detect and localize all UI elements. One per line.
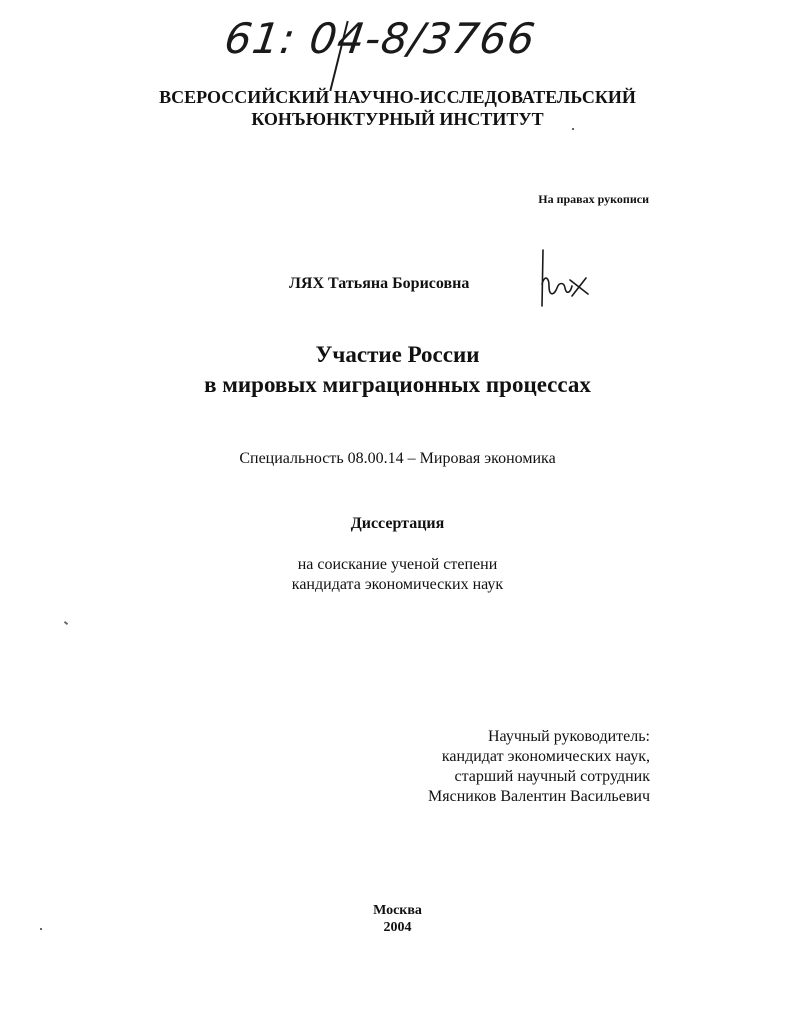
supervisor-degree: кандидат экономических наук, bbox=[441, 748, 650, 765]
degree-line-1: на соискание ученой степени bbox=[297, 556, 498, 573]
author-signature bbox=[536, 248, 592, 310]
degree-line-2: кандидата экономических наук bbox=[291, 576, 504, 593]
city: Москва bbox=[373, 903, 422, 918]
year: 2004 bbox=[383, 920, 412, 935]
speciality: Специальность 08.00.14 – Мировая экономика bbox=[239, 450, 556, 467]
footer bbox=[0, 902, 795, 936]
dissertation-title bbox=[0, 340, 795, 400]
supervisor-name: Мясников Валентин Васильевич bbox=[428, 788, 650, 805]
supervisor-position: старший научный сотрудник bbox=[454, 768, 650, 785]
scan-speck bbox=[572, 128, 574, 130]
institute-name bbox=[0, 86, 795, 130]
supervisor-block bbox=[428, 727, 650, 807]
title-line-2: в мировых миграционных процессах bbox=[204, 372, 591, 397]
institute-line-1: ВСЕРОССИЙСКИЙ НАУЧНО-ИССЛЕДОВАТЕЛЬСКИЙ bbox=[159, 87, 636, 107]
supervisor-label: Научный руководитель: bbox=[487, 728, 650, 745]
manuscript-rights: На правах рукописи bbox=[538, 192, 649, 206]
document-type: Диссертация bbox=[350, 515, 445, 532]
scan-speck bbox=[64, 621, 68, 625]
institute-line-2: КОНЪЮНКТУРНЫЙ ИНСТИТУТ bbox=[251, 109, 544, 129]
author-name: ЛЯХ Татьяна Борисовна bbox=[289, 275, 470, 292]
archive-code: 61: 04-8/3766 bbox=[221, 14, 539, 63]
degree-statement bbox=[0, 555, 795, 595]
scan-speck bbox=[40, 928, 42, 930]
title-line-1: Участие России bbox=[315, 342, 480, 367]
